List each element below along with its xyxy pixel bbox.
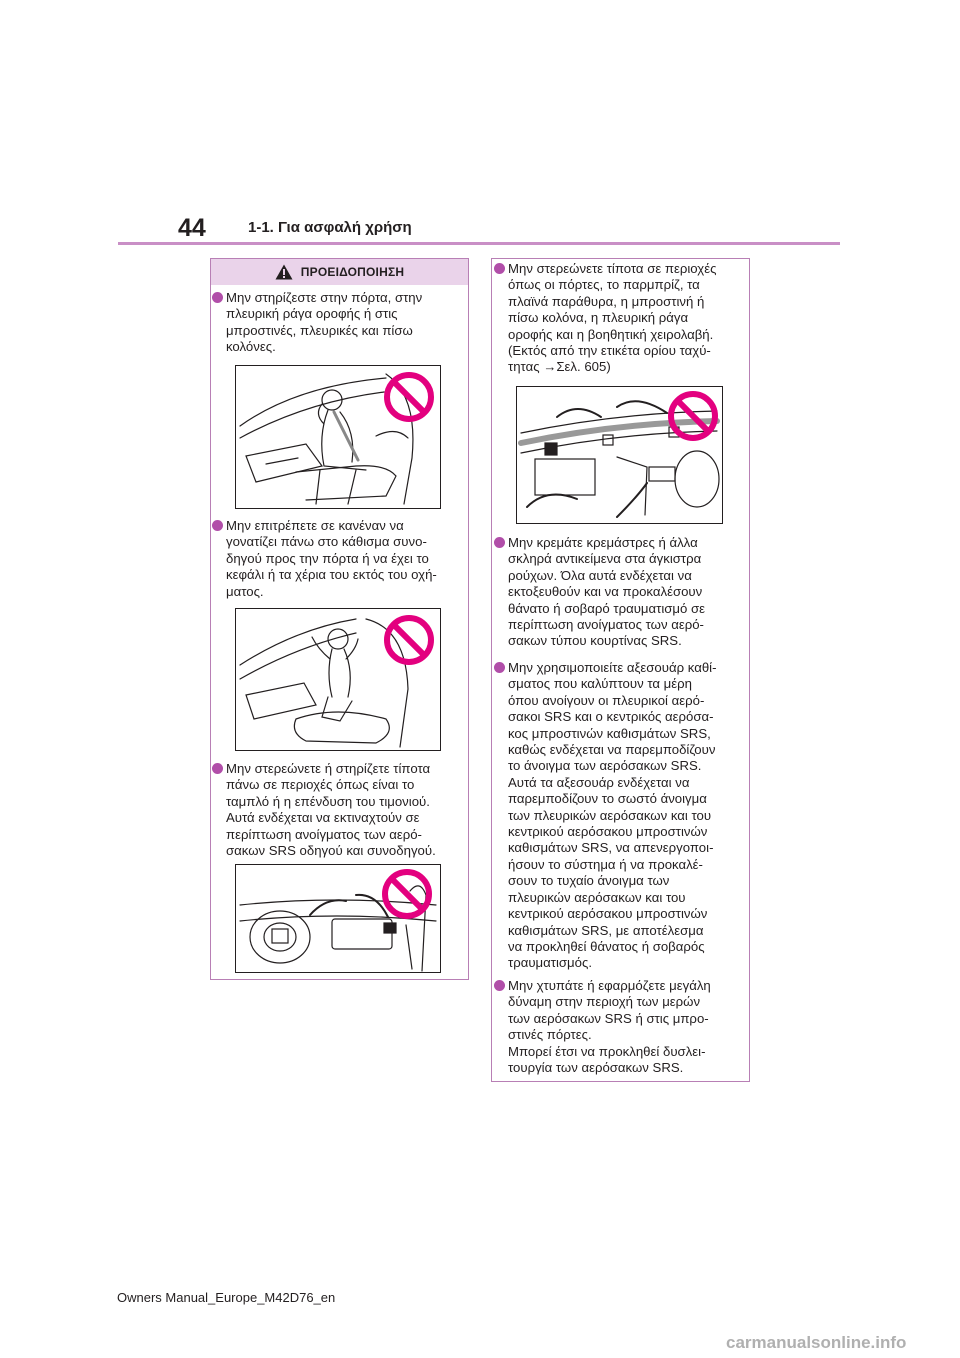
list-item-text: Μην κρεμάτε κρεμάστρες ή άλλα σκληρά αντικείμενα στα άγκιστρα ρούχων. Όλα αυτά ενδέχεται να εκτοξευθούν και να προκαλέσουν θάνατο ή σοβαρό τραυματισμό σε περίπτωση ανοίγματος των αερό- σακων τύπου κουρτίνας SRS. bbox=[508, 535, 706, 649]
list-item-text: Μην στηρίζεστε στην πόρτα, στην πλευρική ράγα οροφής ή στις μπροστινές, πλευρικές και πίσω κολόνες. bbox=[226, 290, 423, 355]
prohibited-icon bbox=[666, 389, 720, 443]
illustration-objects-on-pillars bbox=[516, 386, 723, 524]
warning-title: ΠΡΟΕΙΔΟΠΟΙΗΣΗ bbox=[300, 265, 405, 279]
bullet-icon bbox=[494, 980, 505, 991]
illustration-objects-on-dashboard bbox=[235, 864, 441, 973]
prohibited-icon bbox=[382, 613, 436, 667]
list-item bbox=[212, 518, 467, 600]
page-number: 44 bbox=[178, 214, 206, 242]
bullet-icon bbox=[494, 537, 505, 548]
bullet-icon bbox=[494, 263, 505, 274]
watermark-link[interactable]: carmanualsonline.info bbox=[726, 1333, 907, 1352]
illustration-child-kneeling bbox=[235, 608, 441, 751]
section-title: 1-1. Για ασφαλή χρήση bbox=[248, 219, 412, 236]
warning-triangle-icon bbox=[275, 264, 293, 280]
list-item bbox=[494, 261, 749, 376]
list-item bbox=[494, 660, 749, 972]
list-item-text: Μην στερεώνετε ή στηρίζετε τίποτα πάνω σε περιοχές όπως είναι το ταμπλό ή η επένδυση του τιμονιού. Αυτά ενδέχεται να εκτιναχτούν σε περίπτωση ανοίγματος των αερό- σακων SRS οδηγού και συνοδηγού. bbox=[226, 761, 436, 859]
prohibited-icon bbox=[380, 867, 434, 921]
list-item bbox=[494, 978, 749, 1076]
illustration-leaning-on-door bbox=[235, 365, 441, 509]
list-item bbox=[212, 761, 467, 859]
bullet-icon bbox=[494, 662, 505, 673]
bullet-icon bbox=[212, 520, 223, 531]
warning-header bbox=[211, 259, 468, 285]
list-item-text: Μην επιτρέπετε σε κανέναν να γονατίζει πάνω στο κάθισμα συνο- δηγού προς την πόρτα ή να έχει το κεφάλι ή τα χέρια του εκτός του οχή- ματος. bbox=[226, 518, 437, 599]
list-item-text: Μην χτυπάτε ή εφαρμόζετε μεγάλη δύναμη στην περιοχή των μερών των αερόσακων SRS ή στις μπρο- στινές πόρτες. Μπορεί έτσι να προκληθεί δυσλει- τουργία των αερόσακων SRS. bbox=[508, 978, 711, 1076]
header-rule bbox=[118, 242, 840, 245]
list-item bbox=[212, 290, 467, 356]
list-item-text: Μην χρησιμοποιείτε αξεσουάρ καθί- σματος που καλύπτουν τα μέρη όπου ανοίγουν οι πλευρικοί αερό- σακοι SRS και ο κεντρικός αερόσα- κος μπροστινών καθισμάτων SRS, καθώς ενδέχεται να παρεμποδίζουν το άνοιγμα των αερόσακων SRS. Αυτά τα αξεσουάρ ενδέχεται να παρεμποδίζουν το σωστό άνοιγμα των πλευρικών αερόσακων και του κεντρικού αερόσακου μπροστινών καθισμάτων SRS, να απενεργοποι- ήσουν το σύστημα ή να προκαλέ- σουν το τυχαίο άνοιγμα των πλευρικών αερόσακων και του κεντρικού αερόσακου μπροστινών καθισμάτων SRS, με αποτέλεσμα να προκληθεί θάνατος ή σοβαρός τραυματισμός. bbox=[508, 660, 717, 971]
bullet-icon bbox=[212, 763, 223, 774]
prohibited-icon bbox=[382, 370, 436, 424]
list-item-text: Μην στερεώνετε τίποτα σε περιοχές όπως οι πόρτες, το παρμπρίζ, τα πλαϊνά παράθυρα, η μπροστινή ή πίσω κολόνα, η πλευρική ράγα οροφής και η βοηθητική χειρολαβή. (Εκτός από την ετικέτα ορίου ταχύ- τητας →Σελ. 605) bbox=[508, 261, 717, 375]
bullet-icon bbox=[212, 292, 223, 303]
list-item bbox=[494, 535, 749, 650]
footer-text: Owners Manual_Europe_M42D76_en bbox=[117, 1290, 336, 1305]
